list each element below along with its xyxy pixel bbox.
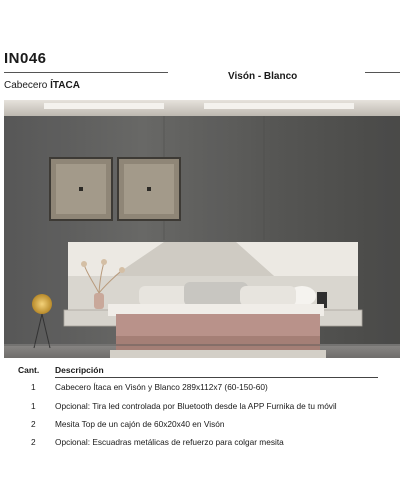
table-row [0, 437, 400, 451]
row-description: Mesita Top de un cajón de 60x20x40 en Visón [55, 419, 225, 429]
row-quantity: 2 [31, 419, 36, 429]
row-quantity: 1 [31, 382, 36, 392]
table-header-rule [55, 377, 378, 378]
subtitle-prefix: Cabecero [4, 80, 51, 91]
subtitle-name: ÍTACA [50, 80, 80, 91]
column-header-quantity: Cant. [18, 365, 40, 375]
product-photo [4, 100, 400, 358]
table-header [0, 363, 400, 377]
header-rule-right [365, 72, 400, 73]
column-header-description: Descripción [55, 365, 104, 375]
row-description: Opcional: Tira led controlada por Bluetooth desde la APP Furnika de tu móvil [55, 401, 337, 411]
row-quantity: 1 [31, 401, 36, 411]
table-row [0, 382, 400, 396]
product-code: IN046 [4, 50, 47, 67]
finish-label: Visón - Blanco [228, 71, 298, 82]
table-row [0, 419, 400, 433]
row-quantity: 2 [31, 437, 36, 447]
header-rule-left [4, 72, 168, 73]
table-row [0, 401, 400, 415]
row-description: Cabecero Ítaca en Visón y Blanco 289x112x7 (60-150-60) [55, 382, 268, 392]
product-subtitle [4, 80, 80, 91]
row-description: Opcional: Escuadras metálicas de refuerzo para colgar mesita [55, 437, 284, 447]
